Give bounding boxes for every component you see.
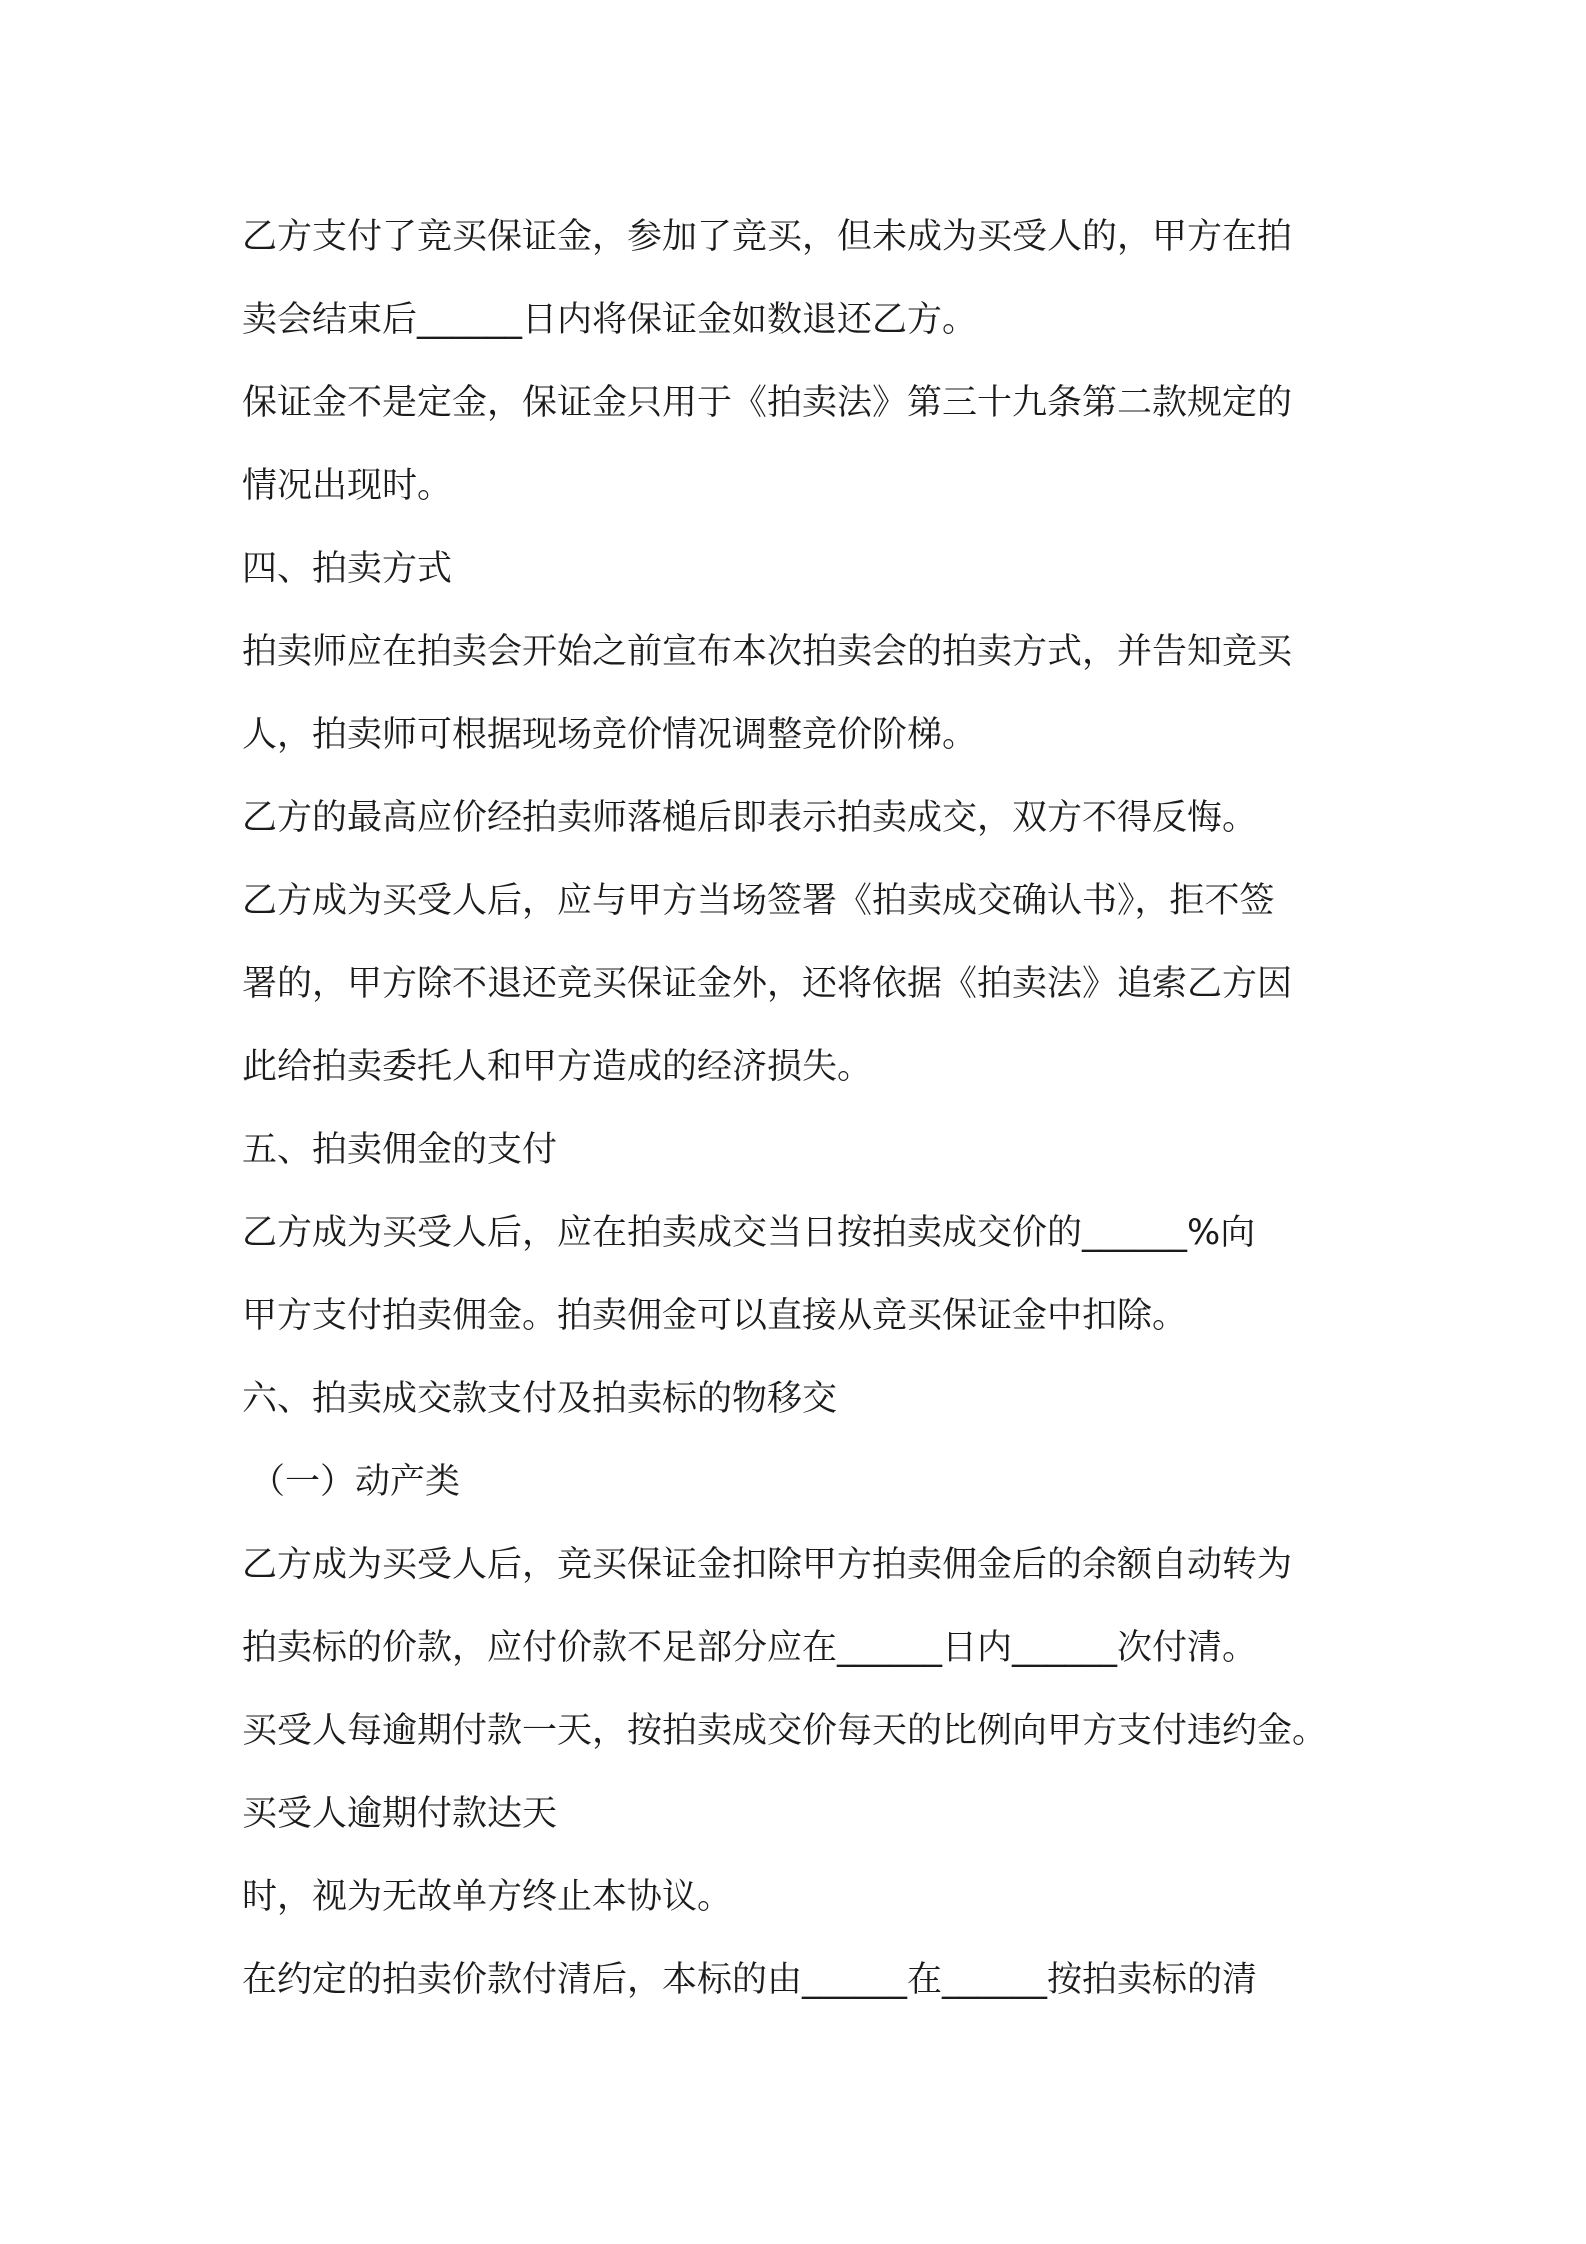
paragraph-commission-line-2: 甲方支付拍卖佣金。拍卖佣金可以直接从竞买保证金中扣除。 bbox=[242, 1296, 1188, 1336]
paragraph-payment-line-1: 乙方成为买受人后，竞买保证金扣除甲方拍卖佣金后的余额自动转为 bbox=[242, 1545, 1293, 1585]
paragraph-confirmation-line-1: 乙方成为买受人后，应与甲方当场签署《拍卖成交确认书》，拒不签 bbox=[242, 881, 1275, 921]
paragraph-overdue-line-2: 时，视为无故单方终止本协议。 bbox=[242, 1877, 733, 1917]
paragraph-confirmation-line-2: 署的，甲方除不退还竞买保证金外，还将依据《拍卖法》追索乙方因 bbox=[242, 964, 1293, 1004]
paragraph-deposit-nature-line-2: 情况出现时。 bbox=[242, 466, 453, 506]
paragraph-payment-line-2: 拍卖标的价款，应付价款不足部分应在______日内______次付清。 bbox=[242, 1628, 1258, 1668]
paragraph-hammer-fall: 乙方的最高应价经拍卖师落槌后即表示拍卖成交，双方不得反悔。 bbox=[242, 798, 1258, 838]
paragraph-deposit-nature-line-1: 保证金不是定金，保证金只用于《拍卖法》第三十九条第二款规定的 bbox=[242, 383, 1293, 423]
subsection-heading-movables: （一）动产类 bbox=[250, 1462, 461, 1502]
paragraph-auction-method-line-2: 人，拍卖师可根据现场竞价情况调整竞价阶梯。 bbox=[242, 715, 978, 755]
paragraph-delivery-line-1: 在约定的拍卖价款付清后，本标的由______在______按拍卖标的清 bbox=[242, 1960, 1258, 2000]
paragraph-commission-line-1: 乙方成为买受人后，应在拍卖成交当日按拍卖成交价的______%向 bbox=[242, 1213, 1256, 1253]
section-heading-commission: 五、拍卖佣金的支付 bbox=[242, 1130, 558, 1170]
paragraph-confirmation-line-3: 此给拍卖委托人和甲方造成的经济损失。 bbox=[242, 1047, 873, 1087]
section-heading-auction-method: 四、拍卖方式 bbox=[242, 549, 453, 589]
paragraph-auction-method-line-1: 拍卖师应在拍卖会开始之前宣布本次拍卖会的拍卖方式，并告知竞买 bbox=[242, 632, 1293, 672]
paragraph-deposit-refund-line-2: 卖会结束后______日内将保证金如数退还乙方。 bbox=[242, 300, 978, 340]
paragraph-overdue-line-1: 买受人逾期付款达天 bbox=[242, 1794, 558, 1834]
section-heading-payment-transfer: 六、拍卖成交款支付及拍卖标的物移交 bbox=[242, 1379, 838, 1419]
paragraph-deposit-refund-line-1: 乙方支付了竞买保证金，参加了竞买，但未成为买受人的，甲方在拍 bbox=[242, 217, 1293, 257]
document-body bbox=[242, 196, 1362, 2022]
paragraph-late-penalty: 买受人每逾期付款一天，按拍卖成交价每天的比例向甲方支付违约金。 bbox=[242, 1711, 1328, 1751]
